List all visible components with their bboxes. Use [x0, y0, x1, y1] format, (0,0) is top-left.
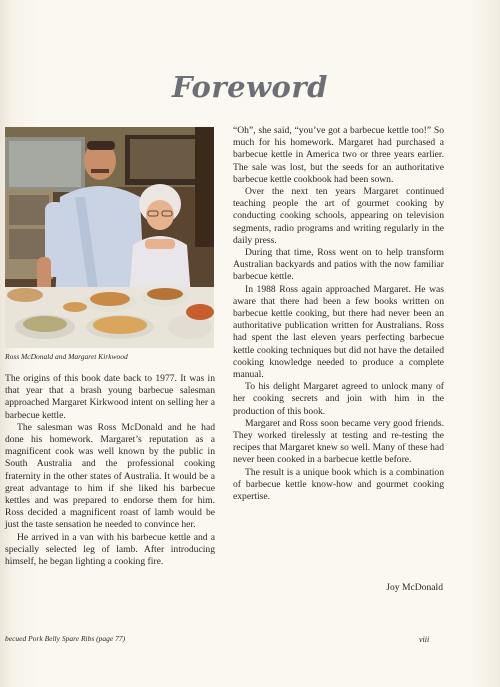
- photo-caption: Ross McDonald and Margaret Kirkwood: [5, 352, 128, 361]
- paragraph: The origins of this book date back to 1977. It was in that year that a brash young barbecue salesman approached Margaret Kirkwood intent on selling her a barbecue kettle.: [5, 373, 215, 421]
- paragraph: The salesman was Ross McDonald and he had done his homework. Margaret’s reputation as a magnificent cook was well known by the public in South Australia and the professional cooking fraternity in the other states of Australia. It would be a great advantage to him if she liked his barbecue kettles and was prepared to endorse them for him. Ross decided a magnificent roast of lamb would be just the taste sensation he needed to convince her.: [5, 421, 215, 531]
- paragraph: Over the next ten years Margaret continued teaching people the art of gourmet cooking by conducting cooking schools, appearing on television segments, radio programs and writing regularly in the daily press.: [233, 186, 444, 246]
- right-column: [233, 125, 444, 503]
- paragraph: To his delight Margaret agreed to unlock many of her cooking secrets and join with him in the production of this book.: [233, 381, 444, 417]
- page-number: viii: [419, 635, 430, 644]
- paragraph: He arrived in a van with his barbecue kettle and a specially selected leg of lamb. After introducing himself, he began lighting a cooking fire.: [5, 531, 215, 568]
- paragraph: Margaret and Ross soon became very good friends. They worked tirelessly at testing and re-testing the recipes that Margaret knew so well. Many of these had never been cooked in a barbecue kettle before.: [233, 417, 444, 466]
- signature: Joy McDonald: [386, 582, 443, 593]
- paragraph: In 1988 Ross again approached Margaret. He was aware that there had been a few books written on barbecue kettle cooking, but there had never been an authoritative publication written for Australians. Ross had spent the last eleven years perfecting barbecue kettle cooking techniques but did not have the detailed cooking knowledge needed to produce a complete manual.: [233, 283, 444, 381]
- photo: [5, 127, 214, 348]
- paragraph: During that time, Ross went on to help transform Australian backyards and patios with the now familiar barbecue kettle.: [233, 247, 444, 283]
- paragraph: The result is a unique book which is a combination of barbecue kettle know-how and gourmet cooking expertise.: [233, 466, 444, 503]
- paragraph: “Oh”, she said, “you’ve got a barbecue kettle too!” So much for his homework. Margaret had purchased a barbecue kettle in America two or three years earlier. The sale was lost, but the seeds for an authoritative barbecue kettle cookbook had been sown.: [233, 125, 444, 185]
- left-column: [5, 373, 215, 568]
- page-title: Foreword: [172, 70, 328, 104]
- footer-caption: becued Pork Belly Spare Ribs (page 77): [5, 634, 126, 643]
